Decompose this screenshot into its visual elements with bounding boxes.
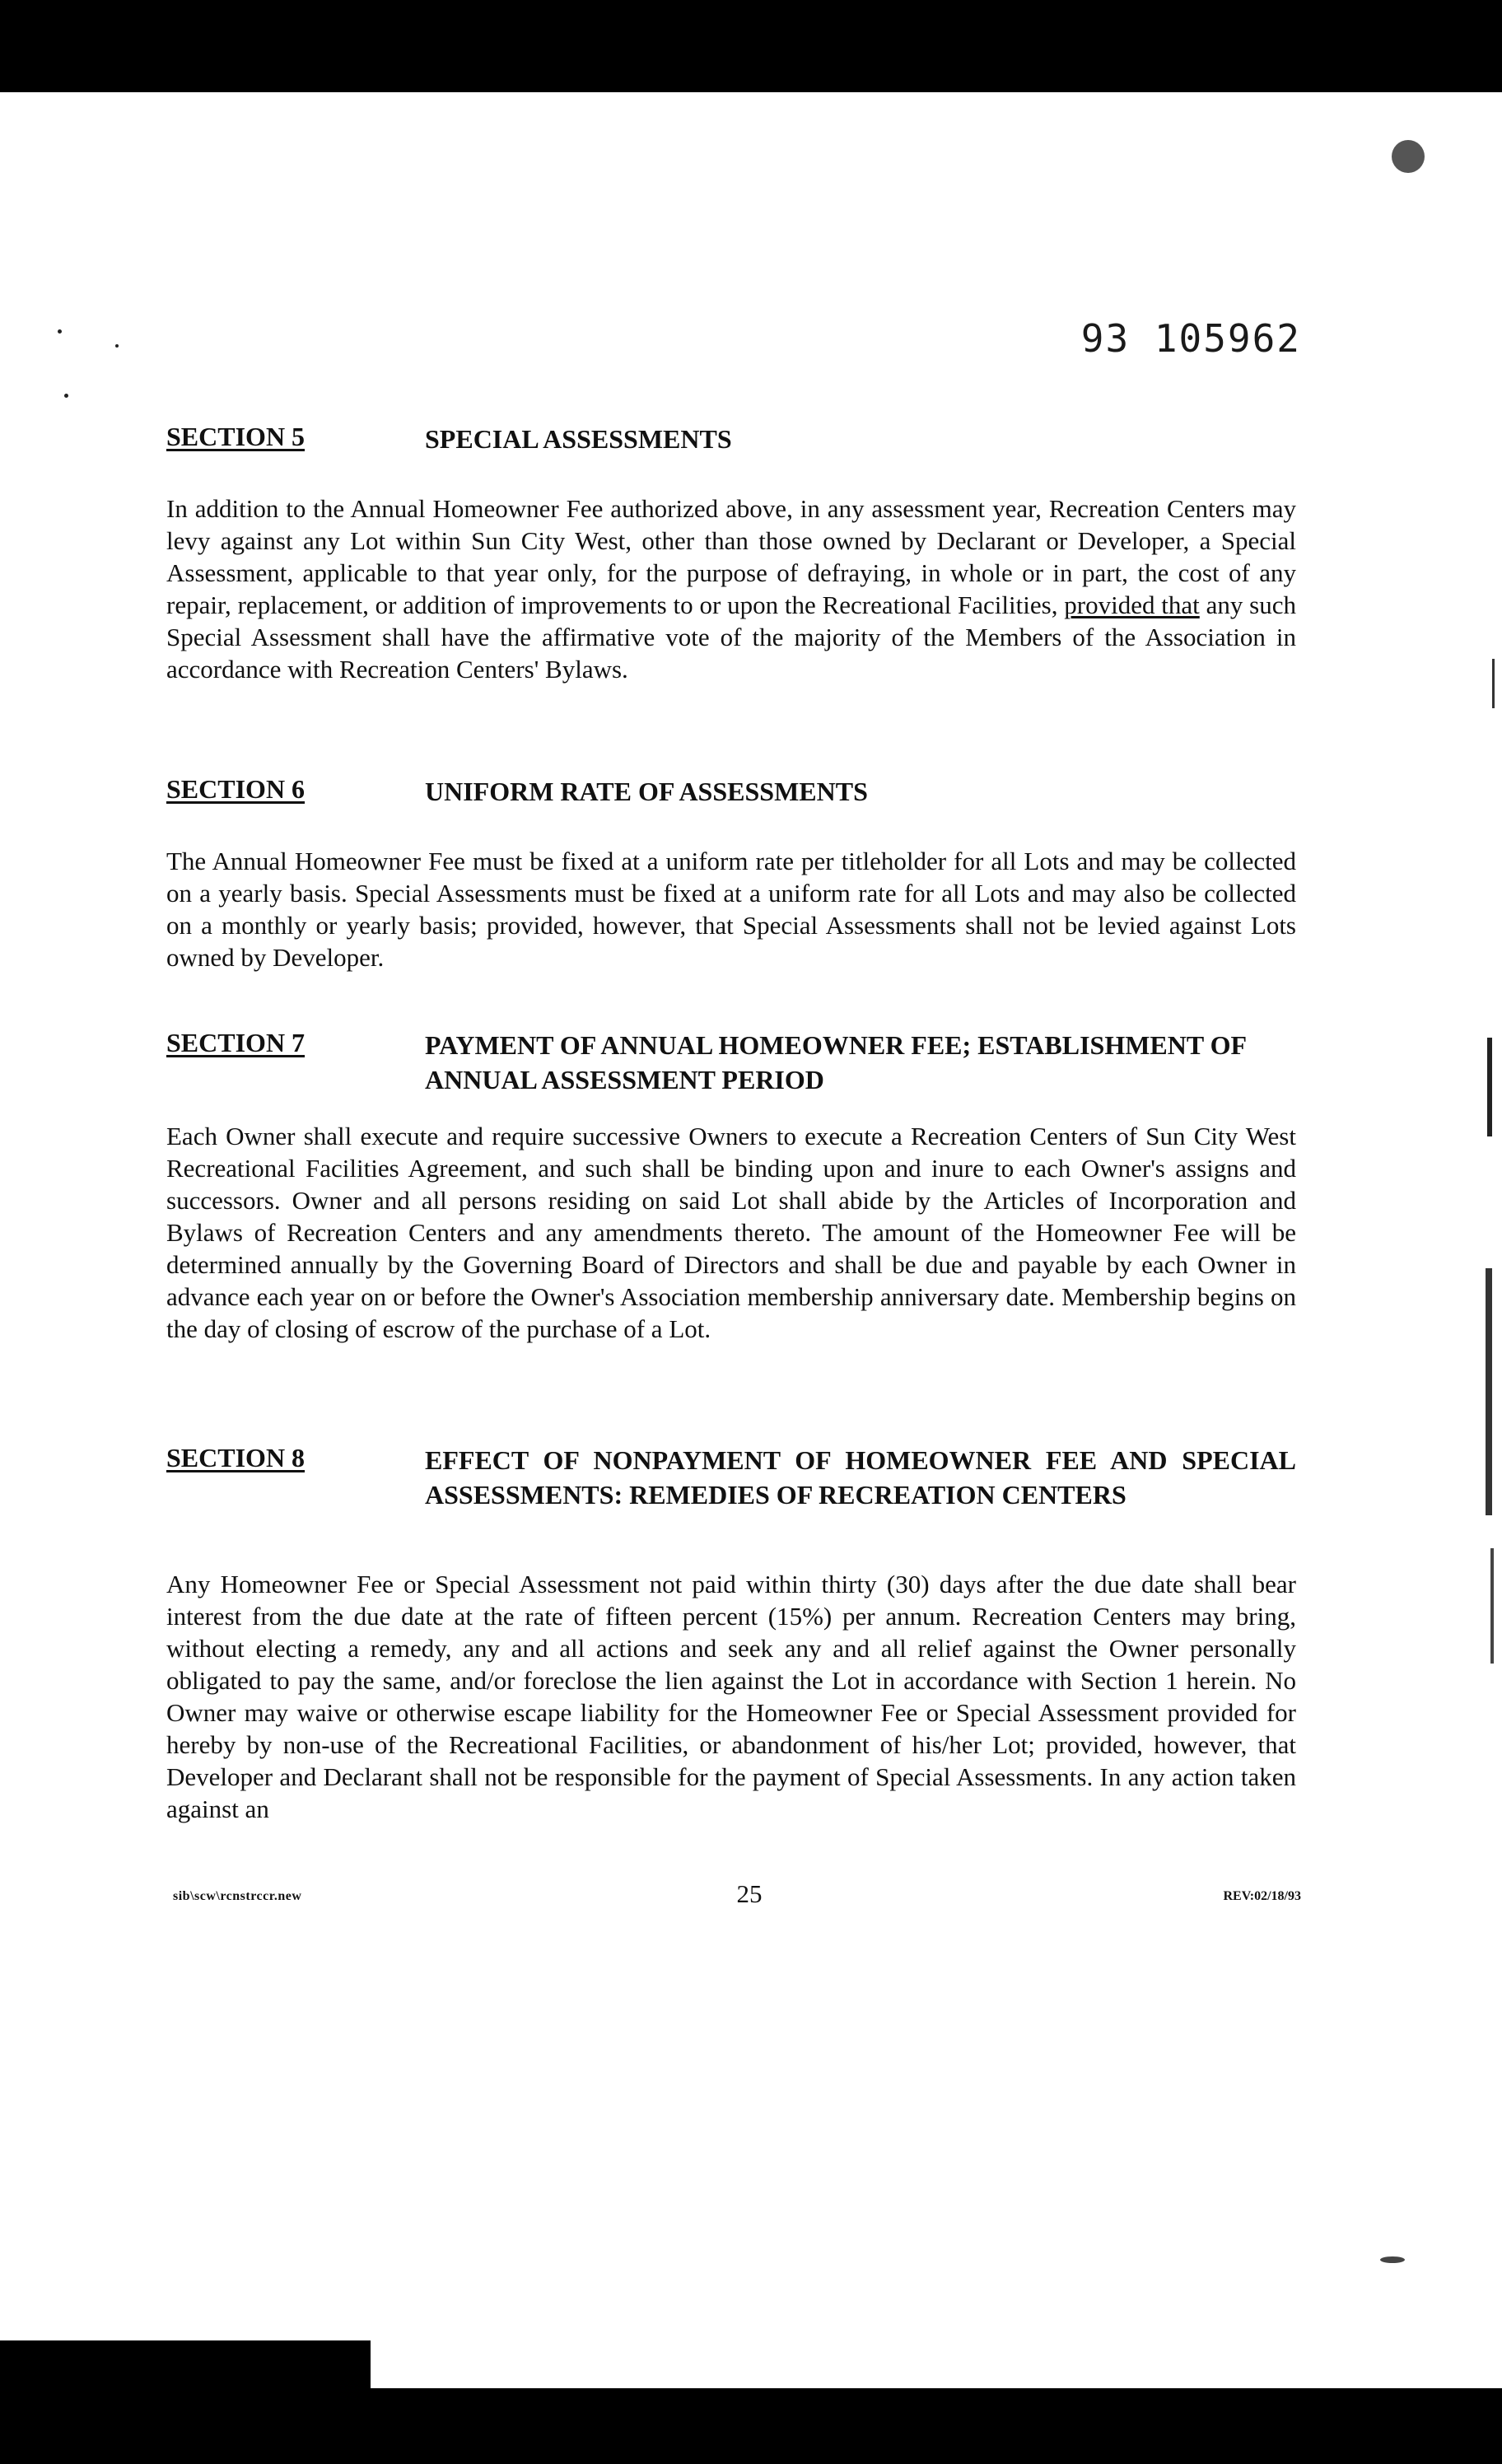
- section-heading: [166, 774, 1296, 814]
- scan-edge-noise: [1462, 642, 1502, 1729]
- footer-file-path: sib\scw\rcnstrccr.new: [173, 1889, 302, 1903]
- section-7: [166, 1028, 1296, 1345]
- section-6: [166, 774, 1296, 973]
- section-label: SECTION 8: [166, 1443, 306, 1472]
- section-title: SPECIAL ASSESSMENTS: [425, 424, 732, 454]
- section-label: SECTION 6: [166, 774, 306, 804]
- section-heading: [166, 422, 1296, 461]
- scan-speck: [58, 329, 62, 334]
- scan-speck: [64, 394, 68, 398]
- scan-border-top: [0, 0, 1502, 92]
- body-text: In addition to the Annual Homeowner Fee authorized above, in any assessment year, Recreation Centers may levy against any Lot within Sun City West, other than those owned by Declarant or Developer, a Special Assessment, applicable to that year only, for the purpose of defraying, in whole or in part, the cost of any repair, replacement, or addition of improvements to or upon the Recreational Facilities,: [166, 494, 1296, 619]
- body-text-underlined: provided that: [1064, 590, 1200, 619]
- section-body: Any Homeowner Fee or Special Assessment not paid within thirty (30) days after the due date shall bear interest from the due date at the rate of fifteen percent (15%) per annum. Recreation Centers may bring, without electing a remedy, any and all actions and seek any and all relief against the Owner personally obligated to pay the same, and/or foreclose the lien against the Lot in accordance with Section 1 herein. No Owner may waive or otherwise escape liability for the Homeowner Fee or Special Assessment provided for hereby by non-use of the Recreational Facilities, or abandonment of his/her Lot; provided, however, that Developer and Declarant shall not be responsible for the payment of Special Assessments. In any action taken against an: [166, 1570, 1296, 1823]
- body-text: any such Special Assessment shall have the affirmative vote of the majority of the Members of the Association in accordance with Recreation Centers' Bylaws.: [166, 590, 1296, 684]
- footer-revision: REV:02/18/93: [1223, 1889, 1301, 1903]
- section-heading: [166, 1028, 1296, 1099]
- section-title: EFFECT OF NONPAYMENT OF HOMEOWNER FEE AND SPECIAL ASSESSMENTS: REMEDIES OF RECREATION CENTERS: [425, 1445, 1296, 1510]
- section-title: UNIFORM RATE OF ASSESSMENTS: [425, 777, 868, 806]
- section-body: The Annual Homeowner Fee must be fixed at a uniform rate per titleholder for all Lots and may be collected on a yearly basis. Special Assessments must be fixed at a uniform rate for all Lots and may also be collected on a monthly or yearly basis; provided, however, that Special Assessments shall not be levied against Lots owned by Developer.: [166, 847, 1296, 972]
- page-number: 25: [736, 1879, 763, 1908]
- document-number: 93 105962: [1080, 316, 1301, 361]
- section-8: [166, 1443, 1296, 1825]
- scan-speck: [1392, 140, 1425, 173]
- section-body: Each Owner shall execute and require successive Owners to execute a Recreation Centers of Sun City West Recreational Facilities Agreement, and such shall be binding upon and inure to each Owner's assigns and successors. Owner and all persons residing on said Lot shall abide by the Articles of Incorporation and Bylaws of Recreation Centers and any amendments thereto. The amount of the Homeowner Fee will be determined annually by the Governing Board of Directors and shall be due and payable by each Owner in advance each year on or before the Owner's Association membership anniversary date. Membership begins on the day of closing of escrow of the purchase of a Lot.: [166, 1122, 1296, 1343]
- section-label: SECTION 5: [166, 422, 306, 451]
- section-body: [166, 492, 1296, 685]
- section-heading: [166, 1443, 1296, 1545]
- scan-border-bottom: [0, 2388, 1502, 2464]
- section-5: [166, 422, 1296, 685]
- section-label: SECTION 7: [166, 1028, 306, 1057]
- scan-speck: [1380, 2256, 1405, 2263]
- scan-speck: [115, 344, 119, 348]
- section-title: PAYMENT OF ANNUAL HOMEOWNER FEE; ESTABLISHMENT OF ANNUAL ASSESSMENT PERIOD: [425, 1030, 1246, 1094]
- scan-border-bottom-left: [0, 2340, 371, 2390]
